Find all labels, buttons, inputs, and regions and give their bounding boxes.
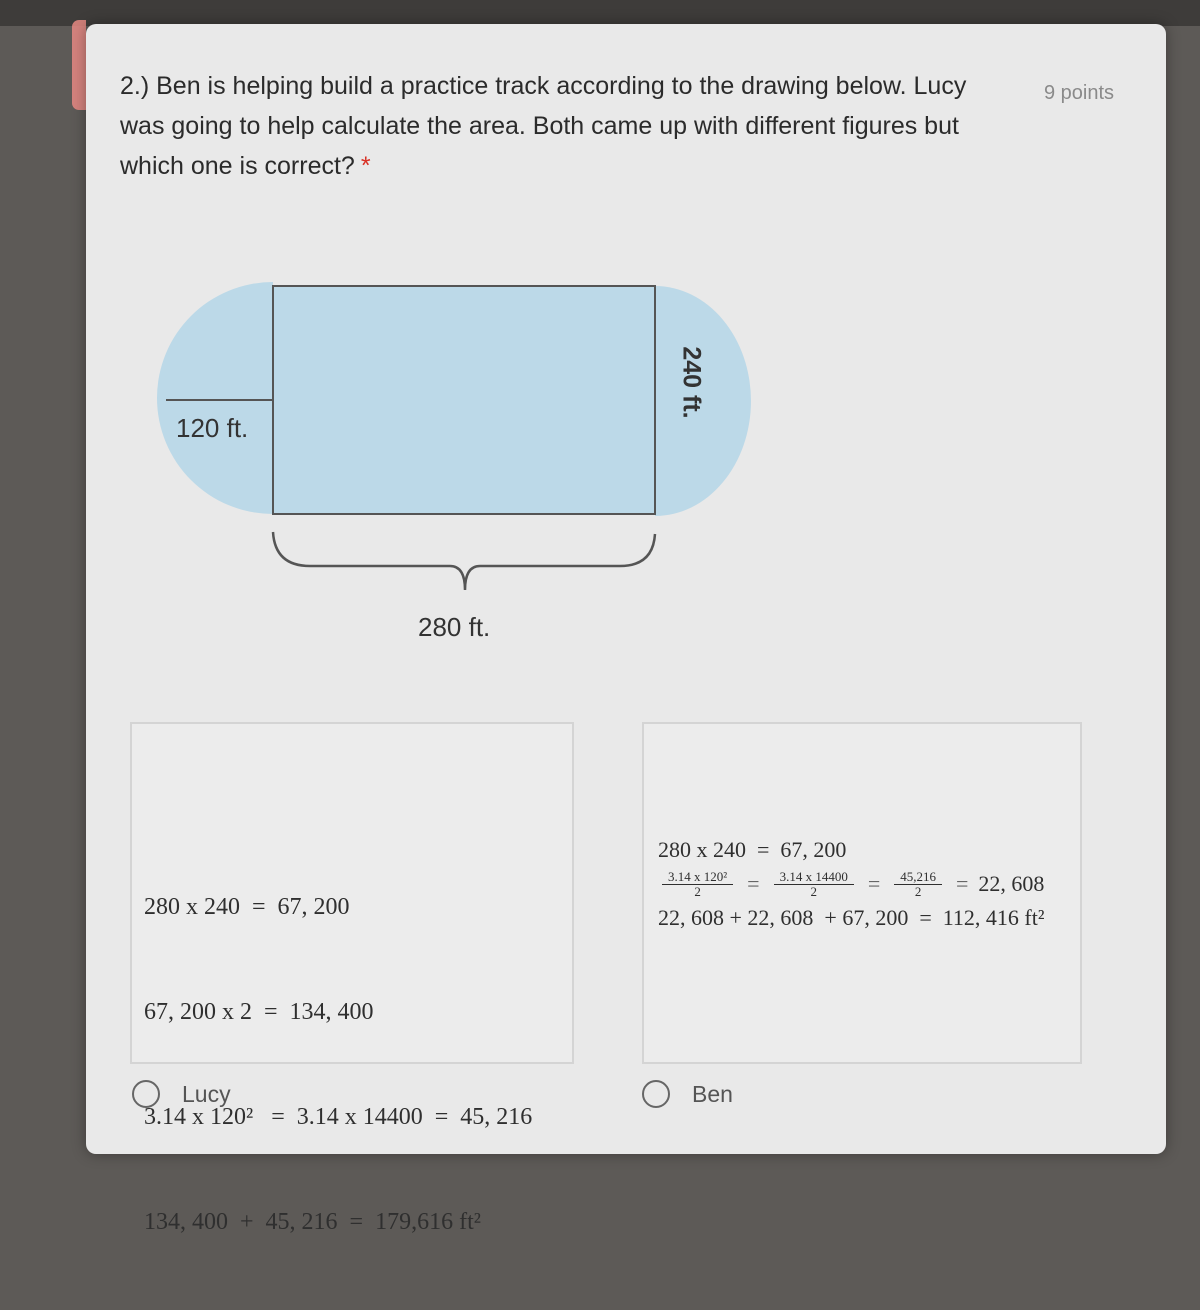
lucy-line-2: 67, 200 x 2 = 134, 400 — [144, 999, 374, 1025]
card-accent — [72, 20, 86, 110]
equals-sign: = — [747, 871, 760, 896]
option-lucy[interactable] — [132, 1080, 231, 1108]
length-label: 280 ft. — [418, 612, 491, 642]
ben-fraction-row — [658, 864, 1044, 904]
ben-fraction-result: 22, 608 — [978, 871, 1045, 896]
ben-fraction-1 — [662, 870, 733, 899]
required-asterisk: * — [360, 152, 371, 180]
question-title — [120, 66, 1010, 186]
equals-sign: = — [956, 871, 969, 896]
radio-button-icon[interactable] — [132, 1080, 160, 1108]
lucy-line-1: 280 x 240 = 67, 200 — [144, 894, 350, 920]
ben-line-3: 22, 608 + 22, 608 + 67, 200 = 112, 416 ft² — [658, 905, 1045, 930]
ben-line-1: 280 x 240 = 67, 200 — [658, 837, 847, 862]
fraction-numerator: 3.14 x 120² — [662, 870, 733, 885]
length-brace — [273, 532, 655, 590]
fraction-denominator: 2 — [694, 883, 701, 899]
fraction-numerator: 45,216 — [894, 870, 942, 885]
lucy-line-3: 3.14 x 120² = 3.14 x 14400 = 45, 216 — [144, 1104, 533, 1130]
ben-fraction-3 — [894, 870, 942, 899]
option-lucy-label: Lucy — [182, 1080, 231, 1107]
fraction-denominator: 2 — [810, 883, 817, 899]
fraction-denominator: 2 — [914, 883, 922, 899]
lucy-line-4: 134, 400 + 45, 216 = 179,616 ft² — [144, 1209, 481, 1235]
question-text: 2.) Ben is helping build a practice track according to the drawing below. Lucy was going to help calculate the area. Both came up with different figures but which one is correct? — [120, 72, 967, 180]
radius-label: 120 ft. — [176, 413, 249, 443]
fraction-numerator: 3.14 x 14400 — [774, 870, 854, 885]
window-top-strip — [0, 0, 1200, 26]
option-ben-label: Ben — [692, 1080, 733, 1107]
ben-fraction-2 — [774, 870, 854, 899]
option-ben[interactable] — [642, 1080, 733, 1108]
ben-work-box — [642, 722, 1082, 1064]
track-rectangle — [273, 286, 655, 514]
ben-work — [658, 836, 1044, 932]
width-label: 240 ft. — [677, 346, 706, 419]
points-label: 9 points — [1044, 82, 1115, 104]
equals-sign: = — [867, 871, 881, 896]
left-semicircle — [157, 282, 273, 514]
radio-button-icon[interactable] — [642, 1080, 670, 1108]
track-diagram — [150, 270, 770, 670]
lucy-work — [144, 820, 532, 1310]
